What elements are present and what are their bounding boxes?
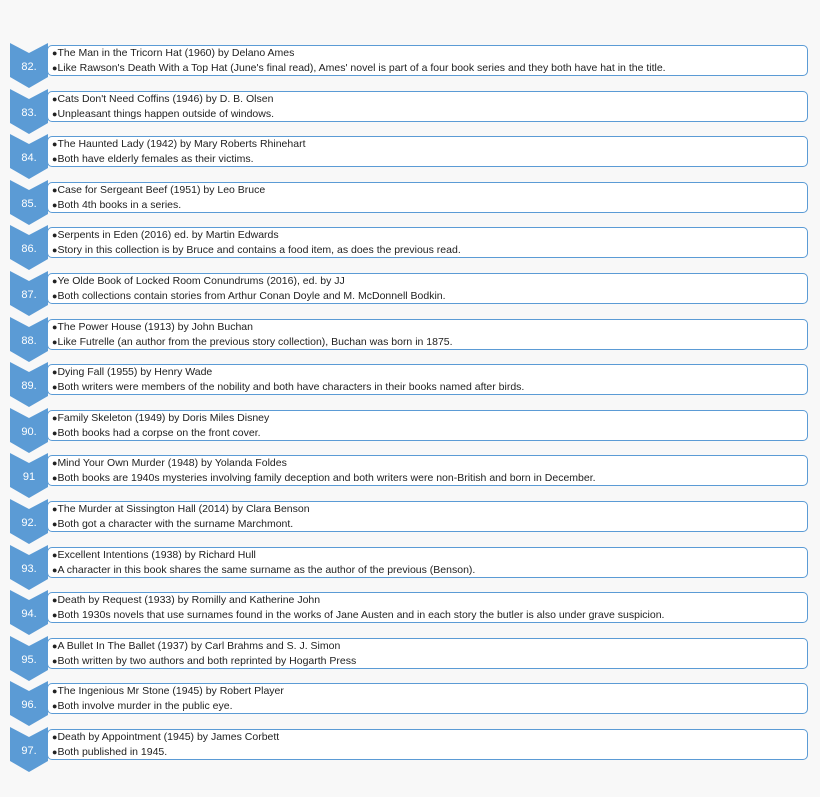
connection-line	[52, 699, 803, 714]
bullet-icon: ●	[52, 321, 58, 332]
list-item	[0, 590, 820, 635]
bullet-icon: ●	[52, 458, 58, 469]
item-text-box	[47, 45, 808, 76]
list-item	[0, 89, 820, 134]
item-number: 93.	[21, 562, 37, 575]
book-title-line	[52, 456, 803, 471]
item-text-box	[47, 182, 808, 213]
bullet-icon: ●	[52, 63, 58, 73]
book-title: Family Skeleton (1949) by Doris Miles Disney	[57, 411, 270, 424]
connection-text: Both involve murder in the public eye.	[57, 700, 233, 713]
item-text-box	[47, 501, 808, 532]
list-item	[0, 225, 820, 270]
book-title: Mind Your Own Murder (1948) by Yolanda Foldes	[57, 457, 287, 470]
book-title-line	[52, 92, 803, 107]
connection-line	[52, 289, 803, 304]
list-item	[0, 636, 820, 681]
connection-line	[52, 654, 803, 669]
item-text-box	[47, 364, 808, 395]
connection-line	[52, 198, 803, 213]
item-number: 89.	[21, 380, 37, 393]
bullet-icon: ●	[52, 154, 58, 165]
list-item	[0, 317, 820, 362]
item-number: 96.	[21, 699, 37, 712]
connection-text: Like Futrelle (an author from the previous story collection), Buchan was born in 1875.	[57, 335, 453, 348]
item-number: 82.	[21, 61, 37, 73]
connection-text: A character in this book shares the same surname as the author of the previous (Benson).	[57, 563, 476, 576]
connection-line	[52, 61, 803, 76]
book-title: Case for Sergeant Beef (1951) by Leo Bruce	[57, 183, 266, 196]
connection-text: Both have elderly females as their victims.	[57, 153, 254, 166]
book-title-line	[52, 320, 803, 335]
bullet-icon: ●	[52, 230, 58, 241]
item-text-box	[47, 547, 808, 578]
list-item	[0, 362, 820, 407]
item-number: 94.	[21, 608, 37, 621]
book-title-line	[52, 274, 803, 289]
bullet-icon: ●	[52, 473, 58, 484]
bullet-icon: ●	[52, 732, 58, 742]
book-title-line	[52, 137, 803, 152]
book-title-line	[52, 183, 803, 198]
book-title: Dying Fall (1955) by Henry Wade	[57, 366, 213, 379]
list-item	[0, 408, 820, 453]
bullet-icon: ●	[52, 519, 58, 529]
connection-text: Both collections contain stories from Arthur Conan Doyle and M. McDonnell Bodkin.	[57, 290, 446, 302]
list-item	[0, 134, 820, 179]
item-text-box	[47, 638, 808, 669]
item-number: 97.	[21, 745, 37, 757]
list-item	[0, 180, 820, 225]
bullet-icon: ●	[52, 701, 58, 712]
bullet-icon: ●	[52, 595, 58, 606]
bullet-icon: ●	[52, 655, 58, 666]
book-title: Ye Olde Book of Locked Room Conundrums (2016), ed. by JJ	[57, 275, 345, 287]
list-item	[0, 453, 820, 498]
connection-line	[52, 426, 803, 441]
connection-text: Both 1930s novels that use surnames found in the works of Jane Austen and in each story the butler is also under grave suspicion.	[57, 609, 665, 622]
connection-text: Story in this collection is by Bruce and contains a food item, as does the previous read.	[57, 244, 461, 257]
bullet-icon: ●	[52, 686, 58, 697]
item-number: 85.	[21, 197, 37, 210]
item-text-box	[47, 136, 808, 167]
connection-line	[52, 107, 803, 122]
item-number: 90.	[21, 425, 37, 438]
bullet-icon: ●	[52, 747, 58, 757]
item-number: 92.	[21, 517, 37, 529]
bullet-icon: ●	[52, 336, 58, 347]
bullet-icon: ●	[52, 291, 58, 301]
bullet-icon: ●	[52, 610, 58, 621]
bullet-icon: ●	[52, 382, 58, 393]
item-number: 87.	[21, 289, 37, 301]
book-title-line	[52, 639, 803, 654]
bullet-icon: ●	[52, 199, 58, 210]
item-number: 88.	[21, 334, 37, 347]
bullet-icon: ●	[52, 504, 58, 514]
bullet-icon: ●	[52, 48, 58, 58]
bullet-icon: ●	[52, 184, 58, 195]
item-text-box	[47, 227, 808, 258]
book-title: The Power House (1913) by John Buchan	[57, 320, 253, 333]
bullet-icon: ●	[52, 245, 58, 256]
bullet-icon: ●	[52, 549, 58, 560]
connection-text: Both books are 1940s mysteries involving family deception and both writers were non-British and born in December.	[57, 472, 596, 485]
connection-text: Both books had a corpse on the front cover.	[57, 426, 261, 439]
connection-text: Both got a character with the surname Marchmont.	[57, 518, 294, 530]
connection-line	[52, 745, 803, 760]
bullet-icon: ●	[52, 640, 58, 651]
item-text-box	[47, 273, 808, 304]
book-title-line	[52, 730, 803, 745]
connection-text: Both writers were members of the nobility and both have characters in their books named after birds.	[57, 381, 525, 394]
bullet-icon: ●	[52, 427, 58, 438]
connection-text: Both 4th books in a series.	[57, 198, 182, 211]
connection-line	[52, 563, 803, 578]
book-title-line	[52, 411, 803, 426]
item-number: 95.	[21, 653, 37, 666]
book-title-line	[52, 548, 803, 563]
item-text-box	[47, 592, 808, 623]
bullet-icon: ●	[52, 139, 58, 150]
list-item	[0, 727, 820, 772]
book-title: The Man in the Tricorn Hat (1960) by Delano Ames	[57, 47, 295, 59]
connection-text: Both published in 1945.	[57, 746, 168, 758]
book-title-line	[52, 684, 803, 699]
connection-text: Unpleasant things happen outside of windows.	[57, 107, 274, 120]
connection-line	[52, 471, 803, 486]
list-item	[0, 681, 820, 726]
book-title-line	[52, 593, 803, 608]
connection-line	[52, 152, 803, 167]
item-number: 83.	[21, 106, 37, 119]
item-text-box	[47, 410, 808, 441]
item-text-box	[47, 455, 808, 486]
connection-line	[52, 517, 803, 532]
item-text-box	[47, 729, 808, 760]
bullet-icon: ●	[52, 367, 58, 378]
book-title-line	[52, 365, 803, 380]
book-title: Serpents in Eden (2016) ed. by Martin Edwards	[57, 229, 279, 242]
list-item	[0, 43, 820, 88]
bullet-icon: ●	[52, 108, 58, 119]
book-title-line	[52, 502, 803, 517]
book-title: Excellent Intentions (1938) by Richard Hull	[57, 548, 256, 561]
book-title: Death by Request (1933) by Romilly and Katherine John	[57, 594, 321, 607]
connection-line	[52, 608, 803, 623]
book-title-line	[52, 46, 803, 61]
item-number: 91	[22, 471, 36, 484]
item-text-box	[47, 91, 808, 122]
list-item	[0, 545, 820, 590]
bullet-icon: ●	[52, 93, 58, 104]
book-title: Death by Appointment (1945) by James Corbett	[57, 731, 280, 743]
connection-line	[52, 380, 803, 395]
list-item	[0, 499, 820, 544]
item-text-box	[47, 319, 808, 350]
book-title: The Ingenious Mr Stone (1945) by Robert Player	[57, 685, 284, 698]
connection-text: Like Rawson's Death With a Top Hat (June's final read), Ames' novel is part of a four book series and they both have hat in the title.	[57, 62, 666, 74]
item-number: 86.	[21, 243, 37, 256]
book-title-line	[52, 228, 803, 243]
list-item	[0, 271, 820, 316]
item-text-box	[47, 683, 808, 714]
bullet-icon: ●	[52, 276, 58, 286]
book-title: Cats Don't Need Coffins (1946) by D. B. Olsen	[57, 92, 274, 105]
item-number: 84.	[21, 152, 37, 165]
connection-text: Both written by two authors and both reprinted by Hogarth Press	[57, 654, 357, 667]
bullet-icon: ●	[52, 412, 58, 423]
connection-line	[52, 335, 803, 350]
connection-line	[52, 243, 803, 258]
book-title: A Bullet In The Ballet (1937) by Carl Brahms and S. J. Simon	[57, 639, 341, 652]
bullet-icon: ●	[52, 564, 58, 575]
book-title: The Haunted Lady (1942) by Mary Roberts Rhinehart	[57, 138, 306, 151]
book-title: The Murder at Sissington Hall (2014) by Clara Benson	[57, 503, 310, 515]
